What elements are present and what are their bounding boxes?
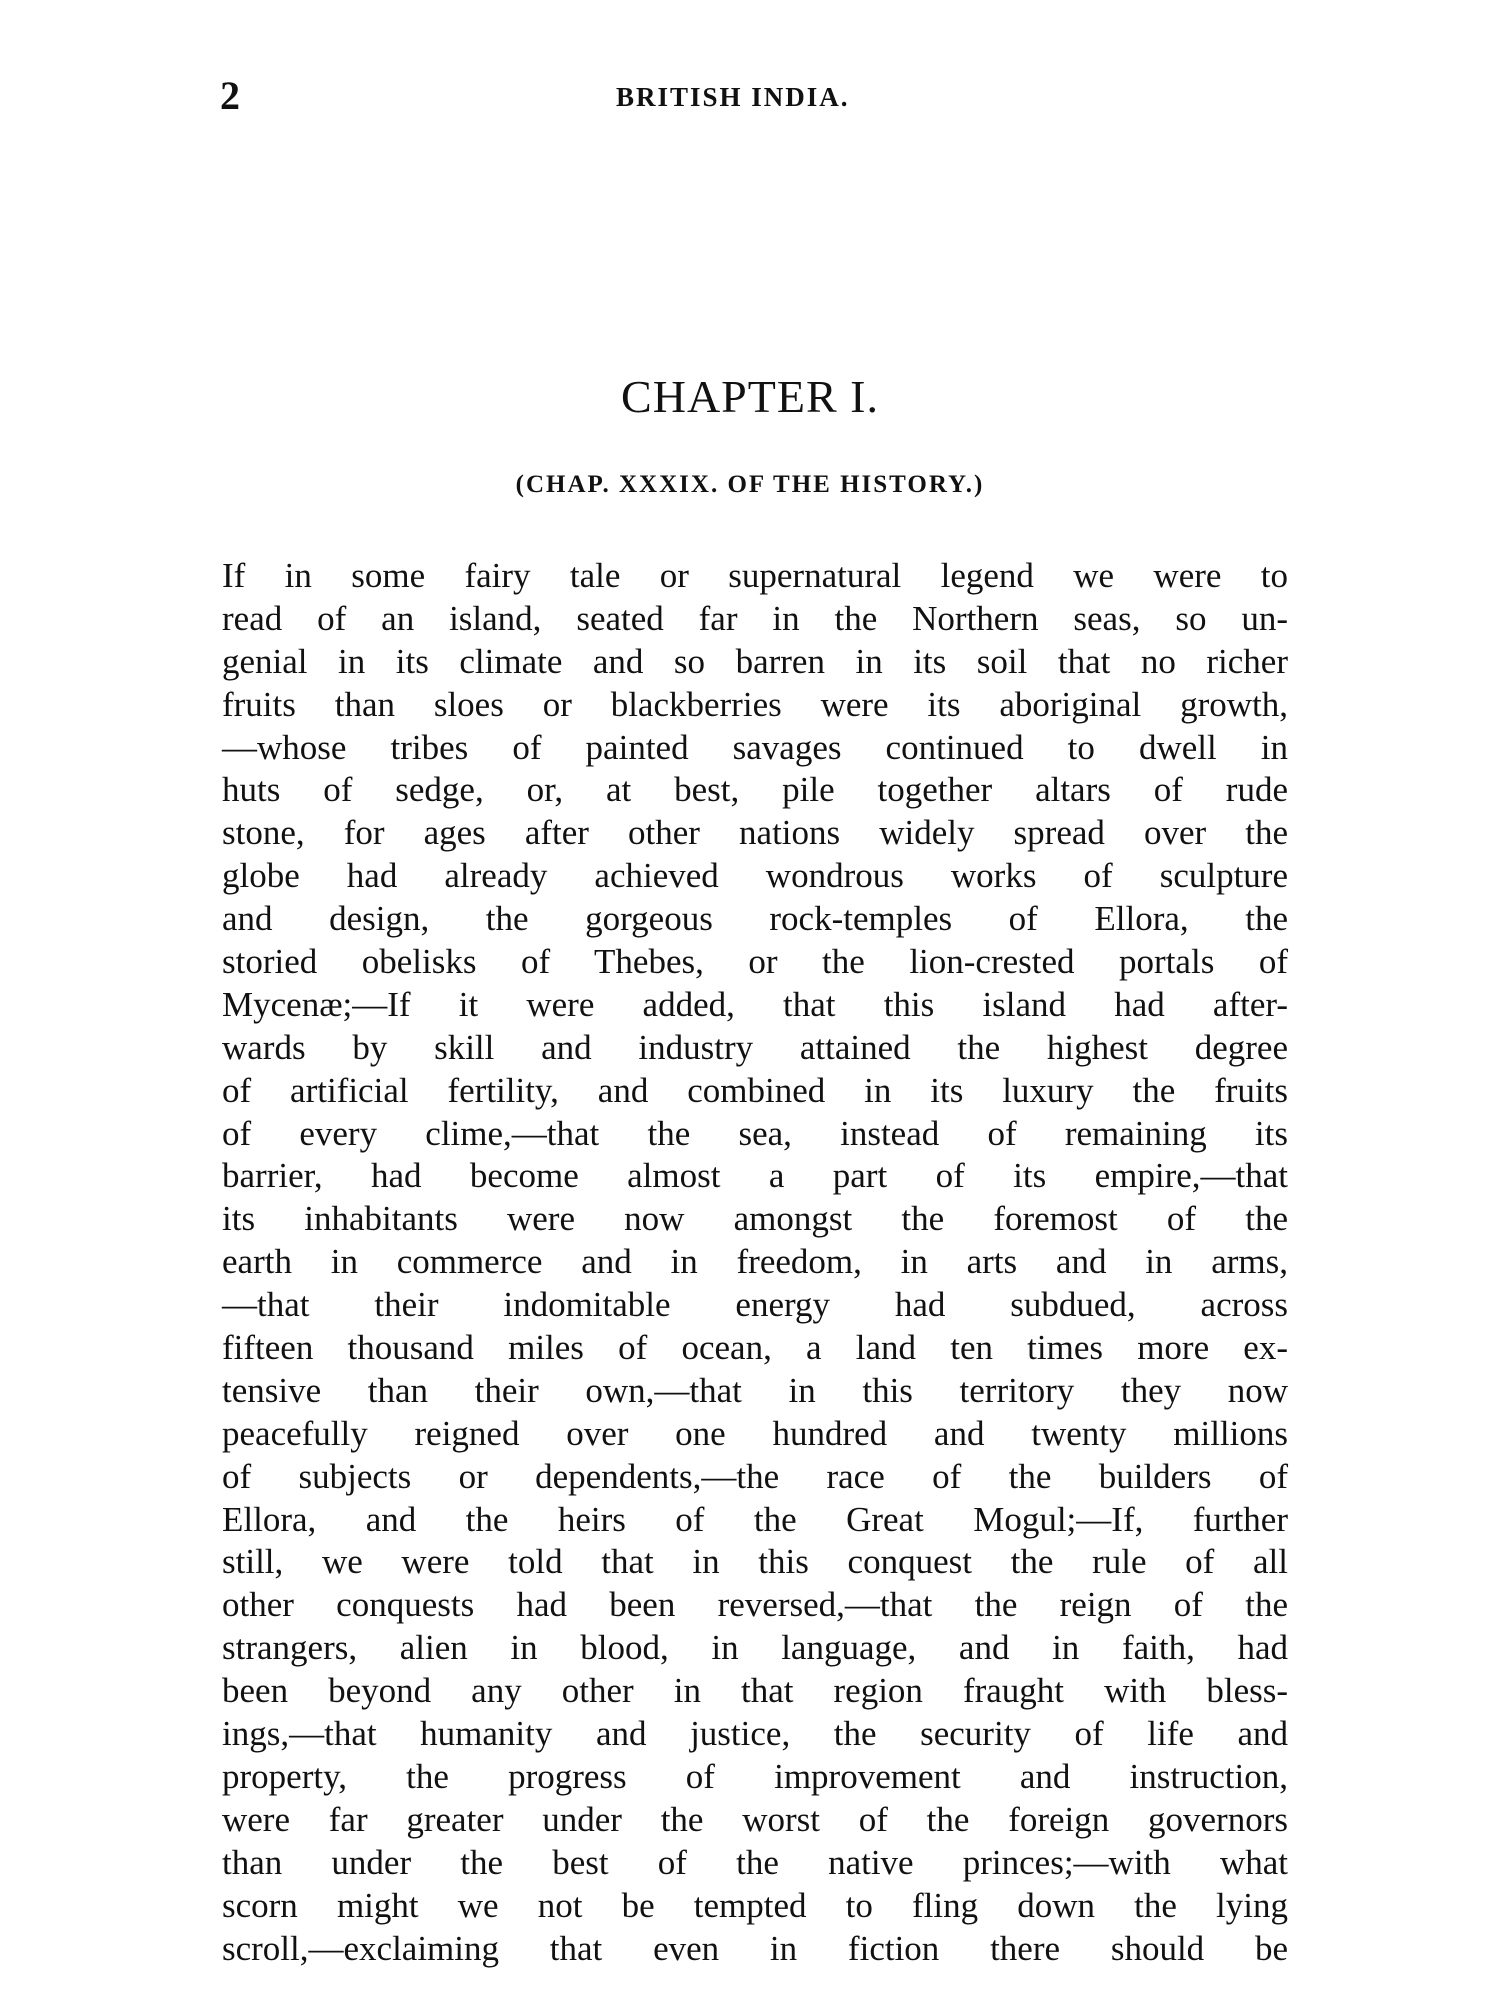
text-line: property, the progress of improvement and instruction, bbox=[222, 1756, 1288, 1796]
text-line: ings,—that humanity and justice, the security of life and bbox=[222, 1714, 1288, 1754]
text-line: of subjects or dependents,—the race of the builders of bbox=[222, 1456, 1288, 1496]
text-line: fifteen thousand miles of ocean, a land ten times more ex- bbox=[222, 1328, 1288, 1368]
text-line: Mycenæ;—If it were added, that this island had after- bbox=[222, 984, 1288, 1024]
running-title: BRITISH INDIA. bbox=[616, 82, 850, 112]
text-line: scorn might we not be tempted to fling down the lying bbox=[222, 1885, 1288, 1925]
text-line: earth in commerce and in freedom, in arts and in arms, bbox=[222, 1242, 1288, 1282]
text-line: than under the best of the native princes;—with what bbox=[222, 1842, 1288, 1882]
text-line: and design, the gorgeous rock-temples of Ellora, the bbox=[222, 899, 1288, 939]
chapter-subtitle: (CHAP. XXXIX. OF THE HISTORY.) bbox=[515, 471, 985, 498]
text-line: globe had already achieved wondrous works of sculpture bbox=[222, 856, 1288, 896]
text-line: tensive than their own,—that in this territory they now bbox=[222, 1370, 1288, 1410]
text-line: —whose tribes of painted savages continued to dwell in bbox=[222, 727, 1288, 767]
text-line: scroll,—exclaiming that even in fiction there should be bbox=[222, 1928, 1288, 1968]
text-line: stone, for ages after other nations widely spread over the bbox=[222, 813, 1288, 853]
text-line: huts of sedge, or, at best, pile together altars of rude bbox=[222, 770, 1288, 810]
text-line: wards by skill and industry attained the highest degree bbox=[222, 1027, 1288, 1067]
text-line: If in some fairy tale or supernatural legend we were to bbox=[222, 556, 1288, 595]
chapter-title: CHAPTER I. bbox=[621, 371, 879, 422]
page-number: 2 bbox=[220, 73, 240, 118]
text-line: its inhabitants were now amongst the foremost of the bbox=[222, 1199, 1288, 1239]
text-line: Ellora, and the heirs of the Great Mogul;—If, further bbox=[222, 1499, 1288, 1539]
text-line: strangers, alien in blood, in language, and in faith, had bbox=[222, 1628, 1288, 1668]
text-line: were far greater under the worst of the foreign governors bbox=[222, 1799, 1288, 1839]
text-line: barrier, had become almost a part of its empire,—that bbox=[222, 1156, 1288, 1196]
text-line: read of an island, seated far in the Northern seas, so un- bbox=[222, 598, 1288, 638]
text-line: fruits than sloes or blackberries were its aboriginal growth, bbox=[222, 684, 1288, 724]
text-line: of every clime,—that the sea, instead of remaining its bbox=[222, 1113, 1288, 1153]
body-paragraph bbox=[222, 555, 1288, 1970]
text-line: of artificial fertility, and combined in its luxury the fruits bbox=[222, 1070, 1288, 1110]
text-line: peacefully reigned over one hundred and twenty millions bbox=[222, 1413, 1288, 1453]
text-line: still, we were told that in this conquest the rule of all bbox=[222, 1542, 1288, 1582]
text-line: genial in its climate and so barren in its soil that no richer bbox=[222, 641, 1288, 681]
text-line: been beyond any other in that region fraught with bless- bbox=[222, 1671, 1288, 1711]
text-line: storied obelisks of Thebes, or the lion-crested portals of bbox=[222, 942, 1288, 982]
running-head bbox=[220, 72, 1300, 122]
text-line: —that their indomitable energy had subdued, across bbox=[222, 1285, 1288, 1325]
text-line: other conquests had been reversed,—that the reign of the bbox=[222, 1585, 1288, 1625]
